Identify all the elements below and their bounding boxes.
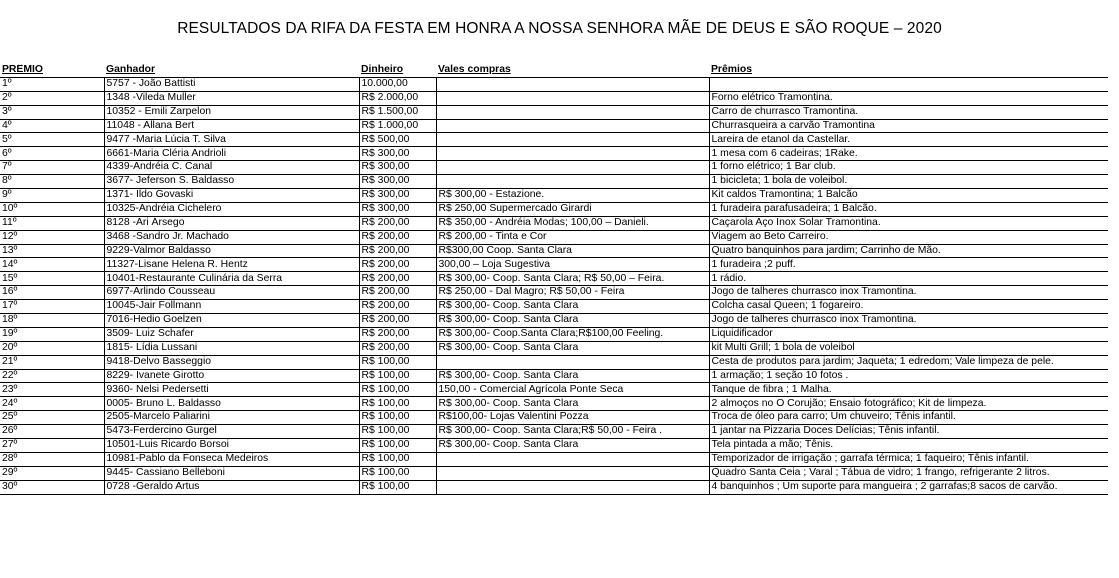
cell-vales: R$ 300,00- Coop. Santa Clara [436, 341, 709, 355]
cell-dinheiro: R$ 100,00 [359, 397, 436, 411]
cell-dinheiro: R$ 100,00 [359, 466, 436, 480]
cell-dinheiro: R$ 100,00 [359, 452, 436, 466]
cell-ganhador: 9360- Nelsi Pedersetti [104, 383, 359, 397]
table-row [0, 314, 1108, 328]
table-row [0, 202, 1108, 216]
cell-premio: 20º [0, 341, 104, 355]
table-row [0, 341, 1108, 355]
cell-dinheiro: R$ 1.500,00 [359, 105, 436, 119]
cell-premio: 21º [0, 355, 104, 369]
cell-vales: R$ 300,00- Coop. Santa Clara; R$ 50,00 – Feira. [436, 272, 709, 286]
table-row [0, 77, 1108, 91]
cell-premios: 1 bicicleta; 1 bola de voleibol. [709, 175, 1108, 189]
cell-dinheiro: R$ 200,00 [359, 216, 436, 230]
cell-premio: 23º [0, 383, 104, 397]
cell-dinheiro: R$ 300,00 [359, 147, 436, 161]
cell-dinheiro: R$ 300,00 [359, 189, 436, 203]
cell-vales: R$ 300,00- Coop. Santa Clara [436, 369, 709, 383]
cell-dinheiro: R$ 200,00 [359, 286, 436, 300]
cell-premio: 28º [0, 452, 104, 466]
cell-vales: R$ 250,00 - Dal Magro; R$ 50,00 - Feira [436, 286, 709, 300]
table-row [0, 369, 1108, 383]
cell-premios [709, 77, 1108, 91]
cell-premios: kit Multi Grill; 1 bola de voleibol [709, 341, 1108, 355]
cell-premios: 1 forno elétrico; 1 Bar club. [709, 161, 1108, 175]
cell-premios: Colcha casal Queen; 1 fogareiro. [709, 300, 1108, 314]
cell-ganhador: 8128 -Ari Ársego [104, 216, 359, 230]
cell-premios: Tela pintada a mão; Tênis. [709, 439, 1108, 453]
cell-premio: 24º [0, 397, 104, 411]
table-row [0, 105, 1108, 119]
cell-dinheiro: R$ 100,00 [359, 355, 436, 369]
cell-ganhador: 2505-Marcelo Paliarini [104, 411, 359, 425]
cell-premio: 8º [0, 175, 104, 189]
cell-premio: 7º [0, 161, 104, 175]
cell-premio: 14º [0, 258, 104, 272]
cell-premio: 6º [0, 147, 104, 161]
table-row [0, 355, 1108, 369]
cell-ganhador: 5757 - João Battisti [104, 77, 359, 91]
cell-ganhador: 9477 -Maria Lúcia T. Silva [104, 133, 359, 147]
cell-premios: Jogo de talheres churrasco inox Tramontina. [709, 286, 1108, 300]
table-row [0, 466, 1108, 480]
header-dinheiro: Dinheiro [361, 64, 404, 76]
table-row [0, 244, 1108, 258]
cell-ganhador: 9418-Delvo Basseggio [104, 355, 359, 369]
cell-premio: 2º [0, 91, 104, 105]
cell-dinheiro: R$ 2.000,00 [359, 91, 436, 105]
cell-vales [436, 452, 709, 466]
cell-premio: 18º [0, 314, 104, 328]
cell-premios: Temporizador de irrigação ; garrafa térmica; 1 faqueiro; Tênis infantil. [709, 452, 1108, 466]
cell-ganhador: 1348 -Vileda Muller [104, 91, 359, 105]
cell-premio: 22º [0, 369, 104, 383]
table-row [0, 175, 1108, 189]
table-row [0, 439, 1108, 453]
cell-ganhador: 10401-Restaurante Culinária da Serra [104, 272, 359, 286]
cell-premio: 17º [0, 300, 104, 314]
cell-ganhador: 9445- Cassiano Belleboni [104, 466, 359, 480]
cell-premios: Cesta de produtos para jardim; Jaqueta; 1 edredom; Vale limpeza de pele. [709, 355, 1108, 369]
cell-premio: 15º [0, 272, 104, 286]
header-ganhador: Ganhador [106, 64, 156, 76]
cell-premios: 1 jantar na Pizzaria Doces Delícias; Tênis infantil. [709, 425, 1108, 439]
cell-ganhador: 0005- Bruno L. Baldasso [104, 397, 359, 411]
cell-premios: Troca de óleo para carro; Um chuveiro; Tênis infantil. [709, 411, 1108, 425]
cell-ganhador: 8229- Ivanete Girotto [104, 369, 359, 383]
cell-premios: 2 almoços no O Corujão; Ensaio fotográfico; Kit de limpeza. [709, 397, 1108, 411]
cell-vales [436, 77, 709, 91]
cell-premio: 16º [0, 286, 104, 300]
table-row [0, 383, 1108, 397]
cell-premios: Viagem ao Beto Carreiro. [709, 230, 1108, 244]
header-premio: PRÊMIO [2, 64, 43, 76]
table-row [0, 216, 1108, 230]
cell-premio: 29º [0, 466, 104, 480]
cell-premios: Liquidificador [709, 327, 1108, 341]
table-row [0, 119, 1108, 133]
cell-vales: R$ 250,00 Supermercado Girardi [436, 202, 709, 216]
cell-premio: 13º [0, 244, 104, 258]
header-premios: Prêmios [711, 64, 753, 76]
cell-vales [436, 91, 709, 105]
results-table [0, 64, 1108, 495]
cell-ganhador: 7016-Hedio Goelzen [104, 314, 359, 328]
cell-dinheiro: R$ 100,00 [359, 439, 436, 453]
cell-premio: 9º [0, 189, 104, 203]
cell-vales [436, 133, 709, 147]
cell-vales: R$ 300,00- Coop. Santa Clara [436, 300, 709, 314]
cell-premio: 5º [0, 133, 104, 147]
cell-vales: R$ 300,00 - Estazione. [436, 189, 709, 203]
cell-vales: R$ 350,00 - Andréia Modas; 100,00 – Danieli. [436, 216, 709, 230]
cell-ganhador: 3677- Jeferson S. Baldasso [104, 175, 359, 189]
cell-vales [436, 119, 709, 133]
cell-dinheiro: R$ 200,00 [359, 327, 436, 341]
cell-premios: Lareira de etanol da Castellar. [709, 133, 1108, 147]
cell-premio: 10º [0, 202, 104, 216]
cell-ganhador: 3509- Luiz Schafer [104, 327, 359, 341]
cell-ganhador: 3468 -Sandro Jr. Machado [104, 230, 359, 244]
cell-vales [436, 161, 709, 175]
cell-ganhador: 10045-Jair Follmann [104, 300, 359, 314]
cell-dinheiro: R$ 500,00 [359, 133, 436, 147]
cell-vales [436, 480, 709, 494]
table-body [0, 77, 1108, 494]
cell-ganhador: 10352 - Emili Zarpelon [104, 105, 359, 119]
table-row [0, 425, 1108, 439]
cell-premios: 1 rádio. [709, 272, 1108, 286]
table-row [0, 189, 1108, 203]
cell-premios: 1 furadeira ;2 puff. [709, 258, 1108, 272]
cell-dinheiro: R$ 100,00 [359, 369, 436, 383]
table-row [0, 452, 1108, 466]
cell-premio: 4º [0, 119, 104, 133]
table-row [0, 258, 1108, 272]
cell-dinheiro: 10.000,00 [359, 77, 436, 91]
page-title: RESULTADOS DA RIFA DA FESTA EM HONRA A NOSSA SENHORA MÃE DE DEUS E SÃO ROQUE – 2020 [177, 20, 942, 37]
cell-premio: 26º [0, 425, 104, 439]
table-header-row [0, 64, 1108, 77]
table-row [0, 133, 1108, 147]
cell-dinheiro: R$ 300,00 [359, 175, 436, 189]
cell-dinheiro: R$ 100,00 [359, 480, 436, 494]
cell-ganhador: 6661-Maria Cléria Andrioli [104, 147, 359, 161]
cell-premios: Quatro banquinhos para jardim; Carrinho de Mão. [709, 244, 1108, 258]
cell-ganhador: 1815- Lídia Lussani [104, 341, 359, 355]
cell-vales: R$100,00- Lojas Valentini Pozza [436, 411, 709, 425]
cell-vales: R$ 300,00- Coop. Santa Clara;R$ 50,00 - Feira . [436, 425, 709, 439]
cell-dinheiro: R$ 200,00 [359, 258, 436, 272]
cell-dinheiro: R$ 100,00 [359, 411, 436, 425]
table-row [0, 480, 1108, 494]
cell-premio: 12º [0, 230, 104, 244]
cell-vales: 300,00 – Loja Sugestiva [436, 258, 709, 272]
cell-premio: 1º [0, 77, 104, 91]
table-row [0, 327, 1108, 341]
cell-vales: R$ 300,00- Coop. Santa Clara [436, 439, 709, 453]
cell-vales: 150,00 - Comercial Agrícola Ponte Seca [436, 383, 709, 397]
table-row [0, 230, 1108, 244]
cell-vales [436, 355, 709, 369]
cell-dinheiro: R$ 200,00 [359, 230, 436, 244]
cell-ganhador: 4339-Andréia C. Canal [104, 161, 359, 175]
table-row [0, 300, 1108, 314]
cell-ganhador: 10981-Pablo da Fonseca Medeiros [104, 452, 359, 466]
table-row [0, 272, 1108, 286]
cell-dinheiro: R$ 200,00 [359, 272, 436, 286]
cell-ganhador: 10325-Andréia Cichelero [104, 202, 359, 216]
cell-vales: R$ 200,00 - Tinta e Cor [436, 230, 709, 244]
cell-vales: R$ 300,00- Coop.Santa Clara;R$100,00 Feeling. [436, 327, 709, 341]
cell-dinheiro: R$ 200,00 [359, 244, 436, 258]
cell-premios: Caçarola Aço Inox Solar Tramontina. [709, 216, 1108, 230]
cell-dinheiro: R$ 200,00 [359, 341, 436, 355]
cell-premio: 11º [0, 216, 104, 230]
cell-ganhador: 5473-Ferdercino Gurgel [104, 425, 359, 439]
cell-premio: 27º [0, 439, 104, 453]
table-row [0, 91, 1108, 105]
cell-premios: Kit caldos Tramontina; 1 Balcão [709, 189, 1108, 203]
cell-premios: Carro de churrasco Tramontina. [709, 105, 1108, 119]
cell-dinheiro: R$ 100,00 [359, 383, 436, 397]
cell-ganhador: 11327-Lisane Helena R. Hentz [104, 258, 359, 272]
cell-vales [436, 147, 709, 161]
cell-vales: R$ 300,00- Coop. Santa Clara [436, 314, 709, 328]
cell-premio: 3º [0, 105, 104, 119]
cell-vales: R$300,00 Coop. Santa Clara [436, 244, 709, 258]
cell-dinheiro: R$ 200,00 [359, 300, 436, 314]
cell-dinheiro: R$ 200,00 [359, 314, 436, 328]
table-row [0, 286, 1108, 300]
cell-premios: Forno elétrico Tramontina. [709, 91, 1108, 105]
cell-premios: 1 furadeira parafusadeira; 1 Balcão. [709, 202, 1108, 216]
cell-premios: 1 mesa com 6 cadeiras; 1Rake. [709, 147, 1108, 161]
cell-vales: R$ 300,00- Coop. Santa Clara [436, 397, 709, 411]
cell-ganhador: 6977-Arlindo Cousseau [104, 286, 359, 300]
table-row [0, 397, 1108, 411]
cell-ganhador: 10501-Luis Ricardo Borsoi [104, 439, 359, 453]
cell-premios: 4 banquinhos ; Um suporte para mangueira ; 2 garrafas;8 sacos de carvão. [709, 480, 1108, 494]
table-row [0, 411, 1108, 425]
cell-premios: Jogo de talheres churrasco inox Tramontina. [709, 314, 1108, 328]
cell-premios: Tanque de fibra ; 1 Malha. [709, 383, 1108, 397]
cell-premios: 1 armação; 1 seção 10 fotos . [709, 369, 1108, 383]
cell-dinheiro: R$ 100,00 [359, 425, 436, 439]
cell-premios: Churrasqueira a carvão Tramontina [709, 119, 1108, 133]
cell-vales [436, 466, 709, 480]
cell-premios: Quadro Santa Ceia ; Varal ; Tábua de vidro; 1 frango, refrigerante 2 litros. [709, 466, 1108, 480]
cell-vales [436, 175, 709, 189]
cell-premio: 19º [0, 327, 104, 341]
cell-dinheiro: R$ 1.000,00 [359, 119, 436, 133]
table-row [0, 147, 1108, 161]
cell-dinheiro: R$ 300,00 [359, 161, 436, 175]
cell-premio: 25º [0, 411, 104, 425]
table-row [0, 161, 1108, 175]
cell-dinheiro: R$ 300,00 [359, 202, 436, 216]
cell-ganhador: 0728 -Geraldo Artus [104, 480, 359, 494]
cell-ganhador: 1371- Ildo Govaski [104, 189, 359, 203]
cell-vales [436, 105, 709, 119]
cell-ganhador: 11048 - Allana Bert [104, 119, 359, 133]
cell-ganhador: 9229-Valmor Baldasso [104, 244, 359, 258]
cell-premio: 30º [0, 480, 104, 494]
header-vales: Vales compras [438, 64, 511, 76]
